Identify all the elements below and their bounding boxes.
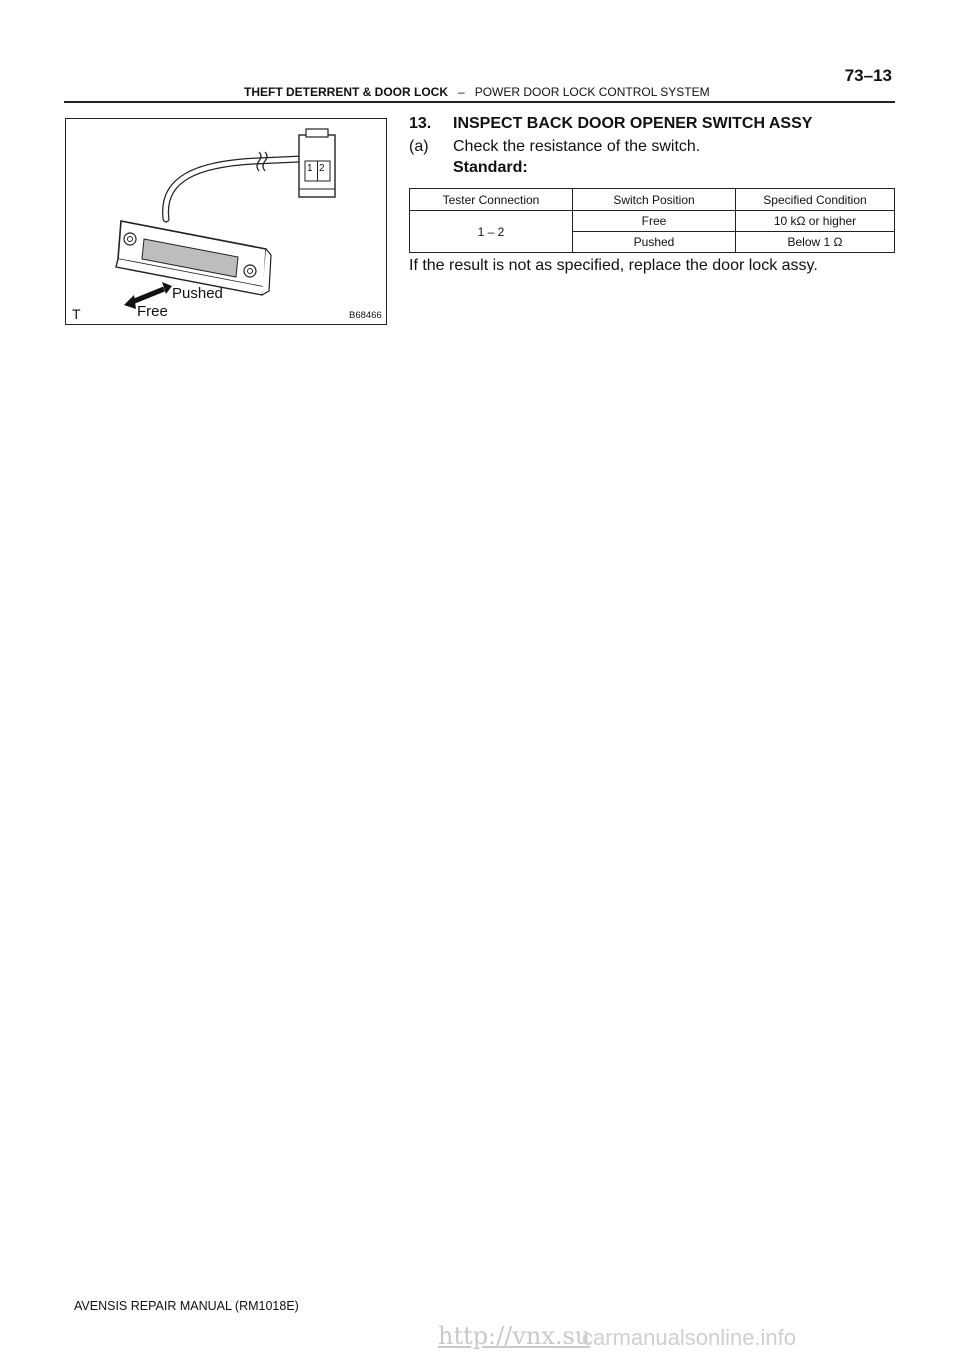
result-note: If the result is not as specified, replace the door lock assy. [409, 257, 818, 274]
step-title [409, 115, 895, 133]
page-header [64, 66, 894, 102]
pin-2-label: 2 [319, 163, 325, 174]
step-number: 13. [409, 115, 432, 132]
cell-position: Pushed [573, 232, 736, 253]
header-subsection: POWER DOOR LOCK CONTROL SYSTEM [474, 85, 710, 99]
switch-illustration [65, 118, 387, 325]
free-label: Free [137, 303, 168, 320]
header-separator: – [458, 85, 465, 99]
pin-1-label: 1 [307, 163, 313, 174]
header-switch-position: Switch Position [573, 189, 736, 211]
cell-condition: 10 kΩ or higher [736, 211, 895, 232]
corner-mark: T [72, 306, 81, 322]
cell-connection: 1 – 2 [410, 211, 573, 253]
header-tester-connection: Tester Connection [410, 189, 573, 211]
step-title-text: INSPECT BACK DOOR OPENER SWITCH ASSY [453, 115, 813, 132]
table-header-row [410, 189, 895, 211]
page-number: 73–13 [844, 66, 892, 85]
cell-position: Free [573, 211, 736, 232]
header-specified-condition: Specified Condition [736, 189, 895, 211]
standard-label: Standard: [453, 159, 528, 176]
watermark-link[interactable]: http://vnx.su [438, 1322, 591, 1350]
header-title [244, 85, 710, 99]
figure-code: B68466 [349, 310, 382, 321]
header-section: THEFT DETERRENT & DOOR LOCK [244, 85, 448, 99]
page-footer: AVENSIS REPAIR MANUAL (RM1018E) [74, 1299, 299, 1313]
switch-drawing [66, 119, 388, 326]
watermark-site: carmanualsonline.info [582, 1325, 797, 1350]
substep-letter: (a) [409, 138, 429, 155]
step-content [409, 115, 895, 177]
substep-text: Check the resistance of the switch. [453, 138, 701, 155]
pushed-label: Pushed [172, 285, 223, 302]
cell-condition: Below 1 Ω [736, 232, 895, 253]
table-row [410, 211, 895, 232]
spec-table [409, 188, 895, 253]
substep-a [409, 138, 895, 156]
header-rule [64, 101, 895, 103]
